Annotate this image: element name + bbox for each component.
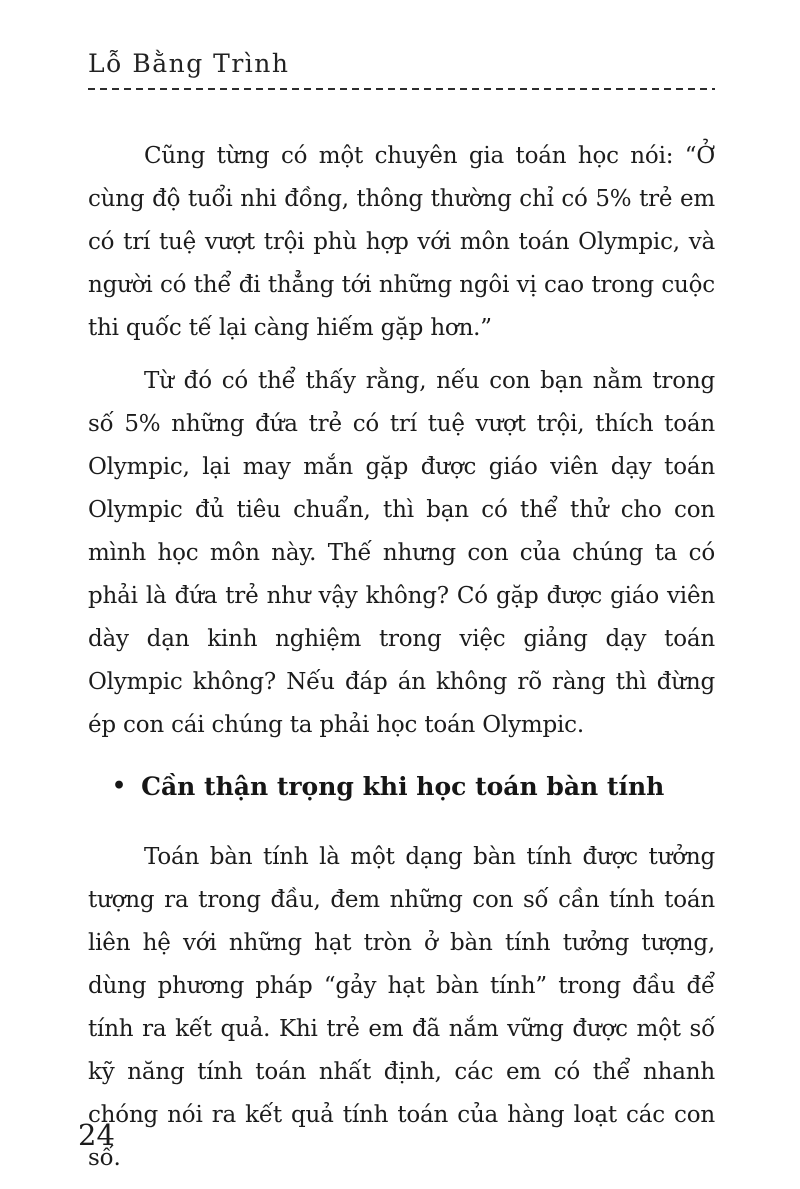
page-content <box>88 135 715 1180</box>
page-number: 24 <box>78 1118 115 1152</box>
paragraph-olympic-advice: Từ đó có thể thấy rằng, nếu con bạn nằm trong số 5% những đứa trẻ có trí tuệ vượt trội, thích toán Olympic, lại may mắn gặp được giáo viên dạy toán Olympic đủ tiêu chuẩn, thì bạn có thể thử cho con mình học môn này. Thế nhưng con của chúng ta có phải là đứa trẻ như vậy không? Có gặp được giáo viên dày dạn kinh nghiệm trong việc giảng dạy toán Olympic không? Nếu đáp án không rõ ràng thì đừng ép con cái chúng ta phải học toán Olympic. <box>88 368 715 738</box>
section-heading <box>88 769 715 806</box>
paragraph-expert-quote: Cũng từng có một chuyên gia toán học nói: “Ở cùng độ tuổi nhi đồng, thông thường chỉ có 5% trẻ em có trí tuệ vượt trội phù hợp với môn toán Olympic, và người có thể đi thẳng tới những ngôi vị cao trong cuộc thi quốc tế lại càng hiếm gặp hơn.” <box>88 143 715 341</box>
page-footer <box>78 1118 115 1152</box>
author-name: Lỗ Bằng Trình <box>88 49 290 78</box>
section-heading-label: Cần thận trọng khi học toán bàn tính <box>141 772 665 801</box>
running-header <box>88 48 715 90</box>
bullet-icon: • <box>112 773 127 799</box>
paragraph-mental-abacus: Toán bàn tính là một dạng bàn tính được tưởng tượng ra trong đầu, đem những con số cần tính toán liên hệ với những hạt tròn ở bàn tính tưởng tượng, dùng phương pháp “gảy hạt bàn tính” trong đầu để tính ra kết quả. Khi trẻ em đã nắm vững được một số kỹ năng tính toán nhất định, các em có thể nhanh chóng nói ra kết quả tính toán của hàng loạt các con số. <box>88 844 715 1171</box>
dashed-divider <box>88 87 715 90</box>
